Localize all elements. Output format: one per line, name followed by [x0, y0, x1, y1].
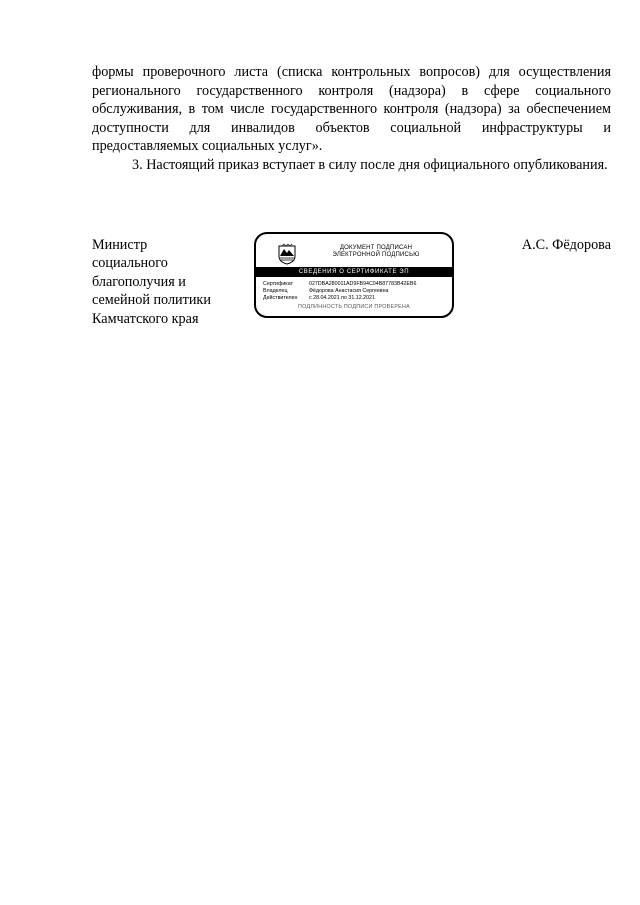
signer-position-line: социального	[92, 255, 168, 272]
signer-name: А.С. Фёдорова	[521, 237, 611, 253]
stamp-row-value: с 28.04.2021 по 31.12.2021	[309, 295, 375, 301]
stamp-certificate-header: СВЕДЕНИЯ О СЕРТИФИКАТЕ ЭП	[256, 267, 452, 277]
e-signature-stamp	[254, 232, 454, 318]
signer-position-line: семейной политики	[92, 292, 211, 309]
stamp-row-validity	[263, 295, 448, 302]
signer-position-line: благополучия и	[92, 273, 186, 290]
stamp-row-label: Владелец	[263, 288, 288, 294]
stamp-row-label: Действителен	[263, 295, 298, 301]
stamp-details	[263, 281, 448, 302]
stamp-row-value: Фёдорова Анастасия Сергеевна	[309, 288, 389, 294]
paragraph-3: 3. Настоящий приказ вступает в силу после дня официального опубликования.	[132, 157, 608, 173]
stamp-title	[306, 245, 446, 259]
stamp-row-label: Сертификат	[263, 281, 293, 287]
stamp-title-line: ДОКУМЕНТ ПОДПИСАН	[339, 245, 413, 251]
stamp-row-certificate	[263, 281, 448, 288]
signer-position-line: Министр	[92, 237, 148, 253]
stamp-row-owner	[263, 288, 448, 295]
stamp-footer: ПОДЛИННОСТЬ ПОДПИСИ ПРОВЕРЕНА	[298, 304, 410, 310]
coat-of-arms-icon	[278, 243, 296, 265]
stamp-row-value: 027DBA280011AD9FB94C04B87783B42EB6	[309, 281, 417, 287]
paragraph-continuation: формы проверочного листа (списка контрольных вопросов) для осуществления регионального государственного контроля (надзора) в сфере социального обслуживания, в том числе государственного контроля (надзора) за обеспечением доступности для инвалидов объектов социальной инфраструктуры и предоставляемых социальных услуг».	[92, 64, 611, 155]
signer-position-line: Камчатского края	[92, 310, 199, 327]
stamp-title-line: ЭЛЕКТРОННОЙ ПОДПИСЬЮ	[332, 252, 420, 258]
signer-position	[92, 236, 252, 328]
